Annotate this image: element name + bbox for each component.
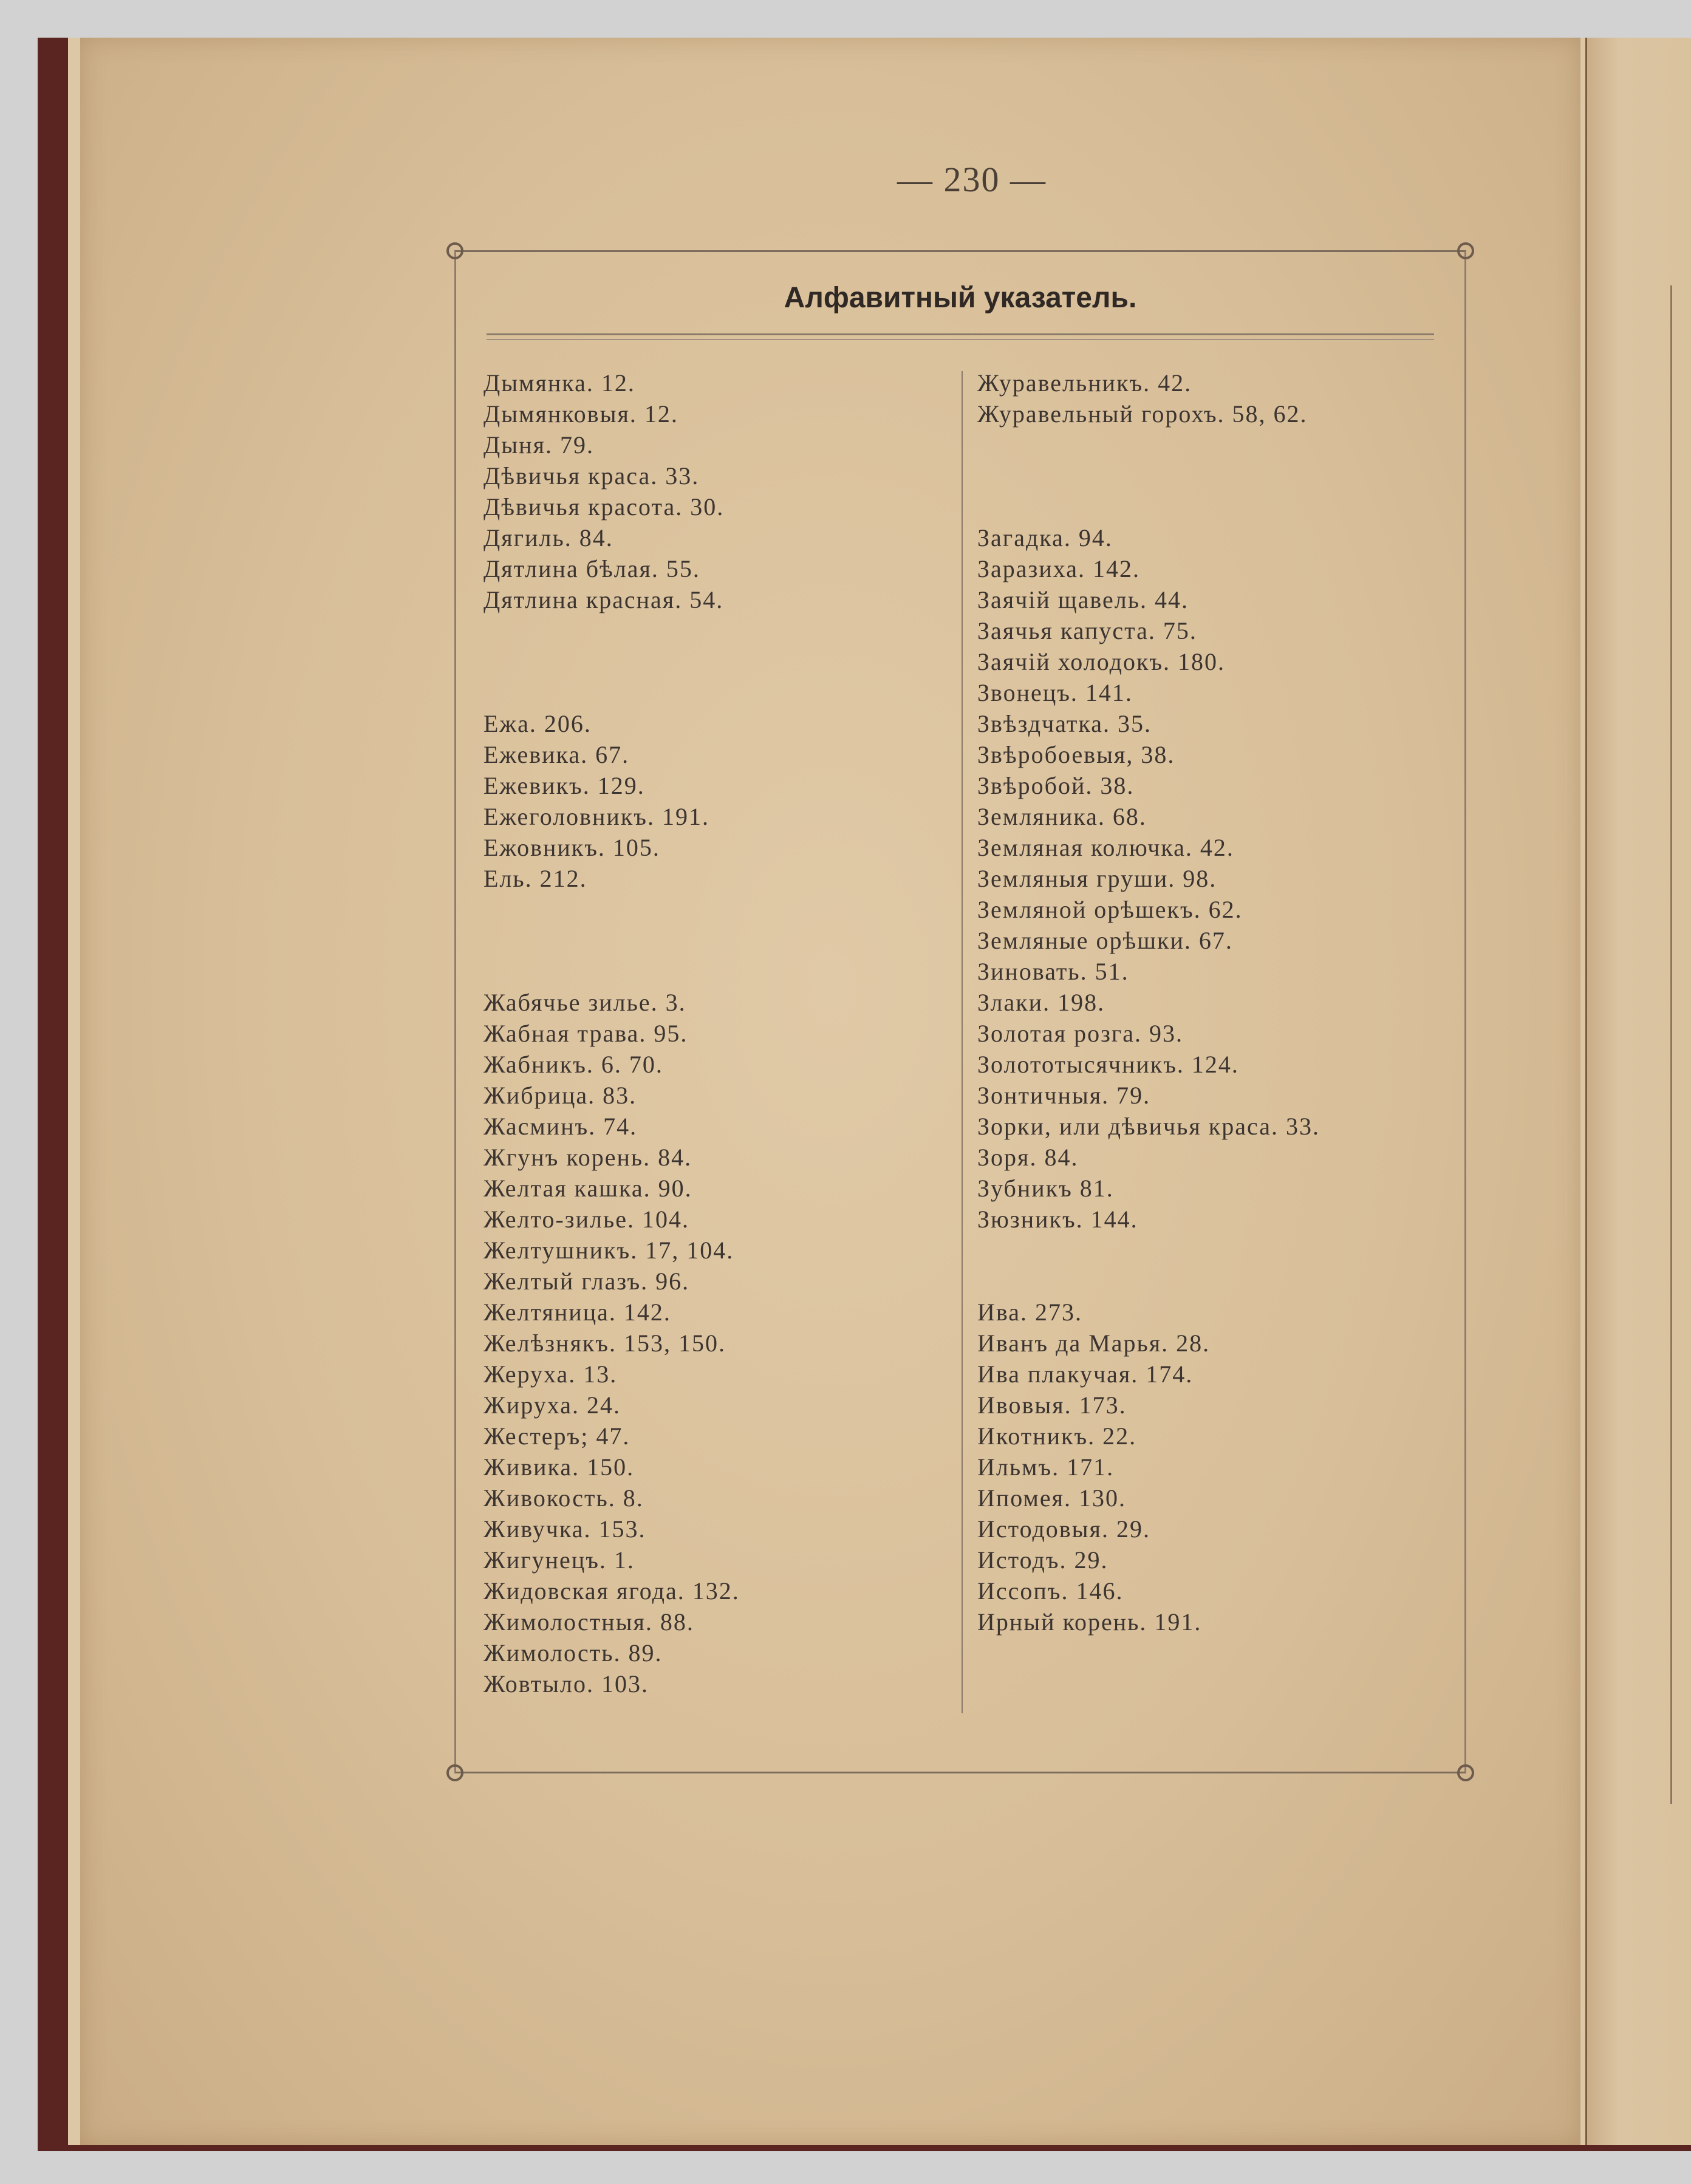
index-entry: Жабникъ. 6. 70. xyxy=(483,1051,663,1078)
index-entry: Земляные орѣшки. 67. xyxy=(977,927,1233,954)
index-entry: Живучка. 153. xyxy=(483,1515,646,1543)
index-entry: Дятлина бѣлая. 55. xyxy=(483,555,700,582)
section-gap xyxy=(977,429,1451,522)
index-entry: Жабячье зилье. 3. xyxy=(483,989,686,1016)
index-entry: Желтая кашка. 90. xyxy=(483,1175,692,1202)
index-entry: Загадка. 94. xyxy=(977,524,1113,551)
corner-ornament-icon xyxy=(446,242,463,259)
index-entry: Жгунъ корень. 84. xyxy=(483,1144,692,1171)
index-entry: Жовтыло. 103. xyxy=(483,1670,649,1698)
corner-ornament-icon xyxy=(1457,1764,1474,1781)
corner-ornament-icon xyxy=(1457,242,1474,259)
index-entry: Ежевика. 67. xyxy=(483,741,630,768)
section-gap xyxy=(977,1235,1451,1297)
index-entry: Истодъ. 29. xyxy=(977,1546,1109,1574)
index-entry: Ивовыя. 173. xyxy=(977,1391,1127,1419)
index-entry: Жабная трава. 95. xyxy=(483,1020,688,1047)
index-entry: Ель. 212. xyxy=(483,865,587,892)
index-entry: Желто-зилье. 104. xyxy=(483,1206,689,1233)
index-entry: Звонецъ. 141. xyxy=(977,679,1133,706)
index-entry: Дыня. 79. xyxy=(483,431,594,459)
index-entry: Журавельникъ. 42. xyxy=(977,369,1192,397)
index-entry: Желтый глазъ. 96. xyxy=(483,1268,690,1295)
title-rule xyxy=(487,333,1434,340)
index-entry: Ежеголовникъ. 191. xyxy=(483,803,709,830)
index-title: Алфавитный указатель. xyxy=(784,282,1137,314)
index-entry: Жируха. 24. xyxy=(483,1391,621,1419)
index-entry: Истодовыя. 29. xyxy=(977,1515,1150,1543)
index-entry: Зубникъ 81. xyxy=(977,1175,1114,1202)
index-entry: Жестеръ; 47. xyxy=(483,1422,630,1450)
section-gap xyxy=(483,615,945,708)
page-number: — 230 — xyxy=(897,160,1047,199)
index-entry: Жибрица. 83. xyxy=(483,1082,637,1109)
index-entry: Зонтичныя. 79. xyxy=(977,1082,1151,1109)
index-entry: Заячья капуста. 75. xyxy=(977,617,1197,644)
index-entry: Звѣробой. 38. xyxy=(977,772,1135,799)
index-entry: Дѣвичья краса. 33. xyxy=(483,462,700,490)
index-entry: Иванъ да Марья. 28. xyxy=(977,1329,1211,1357)
index-entry: Ива. 273. xyxy=(977,1298,1082,1326)
column-divider xyxy=(962,371,963,1713)
index-entry: Живика. 150. xyxy=(483,1453,635,1481)
index-entry: Ежевикъ. 129. xyxy=(483,772,645,799)
index-entry: Золототысячникъ. 124. xyxy=(977,1051,1239,1078)
index-entry: Зорки, или дѣвичья краса. 33. xyxy=(977,1113,1320,1140)
index-entry: Золотая розга. 93. xyxy=(977,1020,1184,1047)
index-entry: Желѣзнякъ. 153, 150. xyxy=(483,1329,726,1357)
corner-ornament-icon xyxy=(446,1764,463,1781)
index-entry: Ежа. 206. xyxy=(483,710,592,737)
index-entry: Ирный корень. 191. xyxy=(977,1608,1202,1636)
index-entry: Зоря. 84. xyxy=(977,1144,1079,1171)
index-entry: Ежовникъ. 105. xyxy=(483,834,660,861)
index-entry: Заячій холодокъ. 180. xyxy=(977,648,1226,675)
index-column-left xyxy=(483,367,945,1699)
index-entry: Зюзникъ. 144. xyxy=(977,1206,1138,1233)
next-page-frame xyxy=(1670,285,1691,1804)
index-entry: Икотникъ. 22. xyxy=(977,1422,1137,1450)
index-entry: Ипомея. 130. xyxy=(977,1484,1126,1512)
index-entry: Злаки. 198. xyxy=(977,989,1105,1016)
index-entry: Живокость. 8. xyxy=(483,1484,644,1512)
index-entry: Жигунецъ. 1. xyxy=(483,1546,635,1574)
index-entry: Дымянковыя. 12. xyxy=(483,400,678,428)
index-entry: Жимолость. 89. xyxy=(483,1639,663,1667)
index-column-right xyxy=(977,367,1451,1637)
index-entry: Заразиха. 142. xyxy=(977,555,1140,582)
index-entry: Ива плакучая. 174. xyxy=(977,1360,1194,1388)
index-entry: Дятлина красная. 54. xyxy=(483,586,724,613)
index-entry: Земляная колючка. 42. xyxy=(977,834,1234,861)
index-entry: Желтушникъ. 17, 104. xyxy=(483,1237,734,1264)
index-entry: Звѣробоевыя, 38. xyxy=(977,741,1175,768)
index-entry: Жидовская ягода. 132. xyxy=(483,1577,740,1605)
index-entry: Журавельный горохъ. 58, 62. xyxy=(977,400,1308,428)
section-gap xyxy=(483,894,945,987)
index-entry: Желтяница. 142. xyxy=(483,1298,671,1326)
index-entry: Земляника. 68. xyxy=(977,803,1147,830)
index-entry: Дягиль. 84. xyxy=(483,524,613,551)
index-entry: Жимолостныя. 88. xyxy=(483,1608,694,1636)
index-entry: Дымянка. 12. xyxy=(483,369,635,397)
index-entry: Звѣздчатка. 35. xyxy=(977,710,1152,737)
index-entry: Жасминъ. 74. xyxy=(483,1113,638,1140)
index-entry: Земляной орѣшекъ. 62. xyxy=(977,896,1243,923)
index-entry: Дѣвичья красота. 30. xyxy=(483,493,725,520)
index-entry: Заячій щавель. 44. xyxy=(977,586,1189,613)
index-entry: Зиновать. 51. xyxy=(977,958,1129,985)
index-entry: Ильмъ. 171. xyxy=(977,1453,1115,1481)
index-entry: Жеруха. 13. xyxy=(483,1360,618,1388)
index-frame xyxy=(454,250,1466,1773)
index-entry: Земляныя груши. 98. xyxy=(977,865,1217,892)
index-entry: Иссопъ. 146. xyxy=(977,1577,1124,1605)
